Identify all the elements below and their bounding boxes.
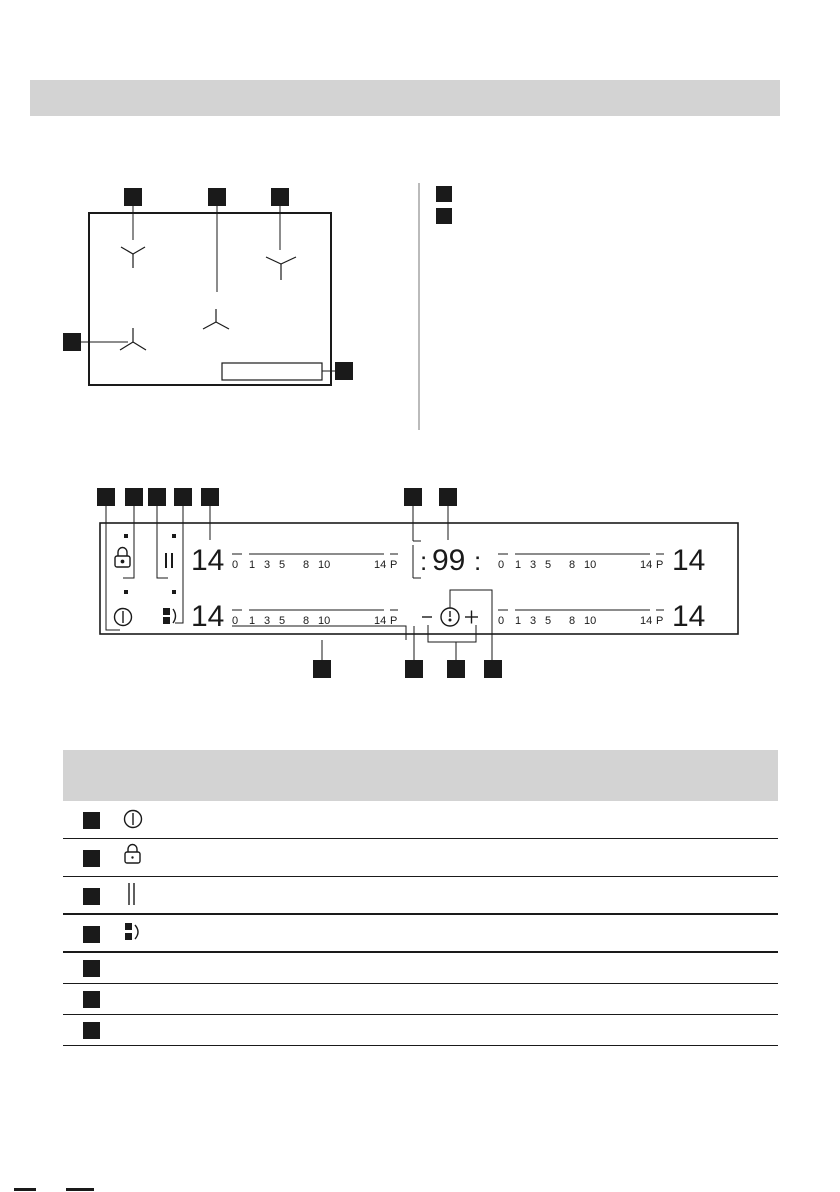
scale-label[interactable]: 3 — [264, 615, 271, 627]
scale-label[interactable]: 10 — [584, 615, 597, 627]
indicator-dot — [172, 534, 176, 538]
footer-mark — [14, 1188, 36, 1191]
scale-label[interactable]: 8 — [303, 615, 310, 627]
table-header — [63, 750, 778, 801]
indicator-dot — [124, 590, 128, 594]
scale-label[interactable]: 10 — [318, 559, 331, 571]
leader-line — [106, 506, 120, 630]
power-icon — [123, 809, 143, 829]
scale-label[interactable]: 8 — [303, 559, 310, 571]
scale-label[interactable]: 5 — [279, 559, 286, 571]
table-row — [63, 801, 778, 838]
scale-label[interactable]: 1 — [249, 559, 256, 571]
row-marker — [83, 991, 100, 1008]
scale-label[interactable]: 8 — [569, 615, 576, 627]
power-display-bottom-left: 14 — [191, 600, 225, 633]
row-marker — [83, 960, 100, 977]
power-display-top-left: 14 — [191, 544, 225, 577]
table-row — [63, 1015, 778, 1045]
scale-label[interactable]: 0 — [498, 559, 505, 571]
timer-display: 99 — [432, 544, 466, 577]
scale-label[interactable]: 1 — [515, 615, 522, 627]
lock-icon — [123, 845, 143, 865]
bridge-icon — [163, 608, 176, 624]
scale-label[interactable]: 1 — [515, 559, 522, 571]
power-scale-bottom-left — [232, 610, 398, 627]
scale-label[interactable]: P — [656, 615, 664, 627]
timer-icon — [441, 608, 459, 626]
scale-label[interactable]: 5 — [545, 615, 552, 627]
timer-colon-left: : — [420, 546, 428, 576]
row-marker — [83, 888, 100, 905]
pause-icon — [123, 883, 143, 907]
indicator-dot — [124, 534, 128, 538]
footer-mark — [66, 1188, 94, 1191]
lock-icon — [115, 548, 130, 568]
scale-label[interactable]: 0 — [232, 615, 239, 627]
scale-label[interactable]: 10 — [584, 559, 597, 571]
bridge-icon — [123, 921, 145, 945]
scale-label[interactable]: 10 — [318, 615, 331, 627]
power-display-bottom-right: 14 — [672, 600, 706, 633]
row-marker — [83, 926, 100, 943]
indicator-dot — [172, 590, 176, 594]
table-row — [63, 877, 778, 913]
scale-label[interactable]: 1 — [249, 615, 256, 627]
table-row — [63, 984, 778, 1014]
scale-label[interactable]: 8 — [569, 559, 576, 571]
scale-label[interactable]: 3 — [530, 615, 537, 627]
power-scale-top-right — [498, 554, 664, 571]
scale-label[interactable]: 3 — [264, 559, 271, 571]
scale-label[interactable]: 14 — [640, 559, 653, 571]
timer-colon-right: : — [474, 546, 482, 576]
row-divider — [63, 1045, 778, 1046]
power-display-top-right: 14 — [672, 544, 706, 577]
scale-label[interactable]: 3 — [530, 559, 537, 571]
scale-label[interactable]: 5 — [545, 559, 552, 571]
row-marker — [83, 1022, 100, 1039]
row-marker — [83, 812, 100, 829]
scale-label[interactable]: P — [390, 615, 398, 627]
table-row — [63, 839, 778, 876]
power-icon — [115, 609, 132, 626]
scale-label[interactable]: 14 — [640, 615, 653, 627]
table-row — [63, 953, 778, 983]
leader-line — [232, 626, 406, 640]
scale-label[interactable]: 5 — [279, 615, 286, 627]
scale-label[interactable]: 0 — [232, 559, 239, 571]
leader-line — [428, 625, 476, 660]
plus-icon — [465, 611, 478, 624]
pause-icon — [166, 553, 172, 568]
scale-label[interactable]: P — [390, 559, 398, 571]
scale-label[interactable]: 14 — [374, 615, 387, 627]
scale-label[interactable]: P — [656, 559, 664, 571]
scale-label[interactable]: 0 — [498, 615, 505, 627]
power-scale-bottom-right — [498, 610, 664, 627]
scale-label[interactable]: 14 — [374, 559, 387, 571]
table-row — [63, 915, 778, 951]
row-marker — [83, 850, 100, 867]
power-scale-top-left — [232, 554, 398, 571]
